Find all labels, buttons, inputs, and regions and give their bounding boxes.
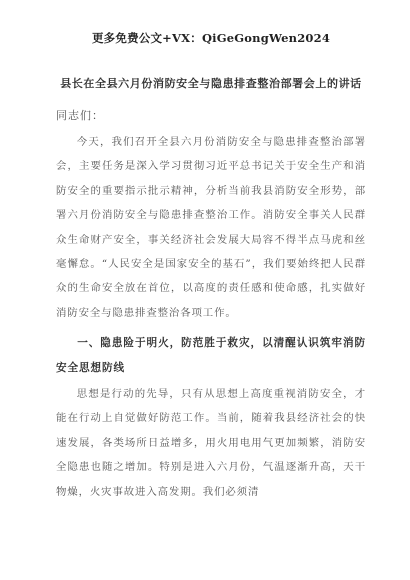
salutation: 同志们： — [56, 109, 104, 122]
section-heading: 一、隐患险于明火，防范胜于救灾，以清醒认识筑牢消防安全思想防线 — [56, 337, 366, 374]
intro-paragraph: 今天，我们召开全县六月份消防安全与隐患排查整治部署会，主要任务是深入学习贯彻习近平总书记关于安全生产和消防安全的重要指示批示精神，分析当前我县消防安全形势，部署六月份消防安全与隐患排查整治工作。消防安全事关人民群众生命财产安全，事关经济社会发展大局容不得半点马虎和丝毫懈怠。“人民安全是国家安全的基石”，我们要始终把人民群众的生命安全放在首位，以高度的责任感和使命感，扎实做好消防安全与隐患排查整治各项工作。 — [56, 136, 366, 319]
section-paragraph: 思想是行动的先导，只有从思想上高度重视消防安全，才能在行动上自觉做好防范工作。当前，随着我县经济社会的快速发展，各类场所日益增多，用火用电用气更加频繁，消防安全隐患也随之增加。特别是进入六月份，气温逐渐升高，天干物燥，火灾事故进入高发期。我们必须清 — [56, 388, 366, 498]
document-title: 县长在全县六月份消防安全与隐患排查整治部署会上的讲话 — [60, 77, 362, 90]
watermark-header: 更多免费公文+VX：QiGeGongWen2024 — [91, 31, 331, 45]
